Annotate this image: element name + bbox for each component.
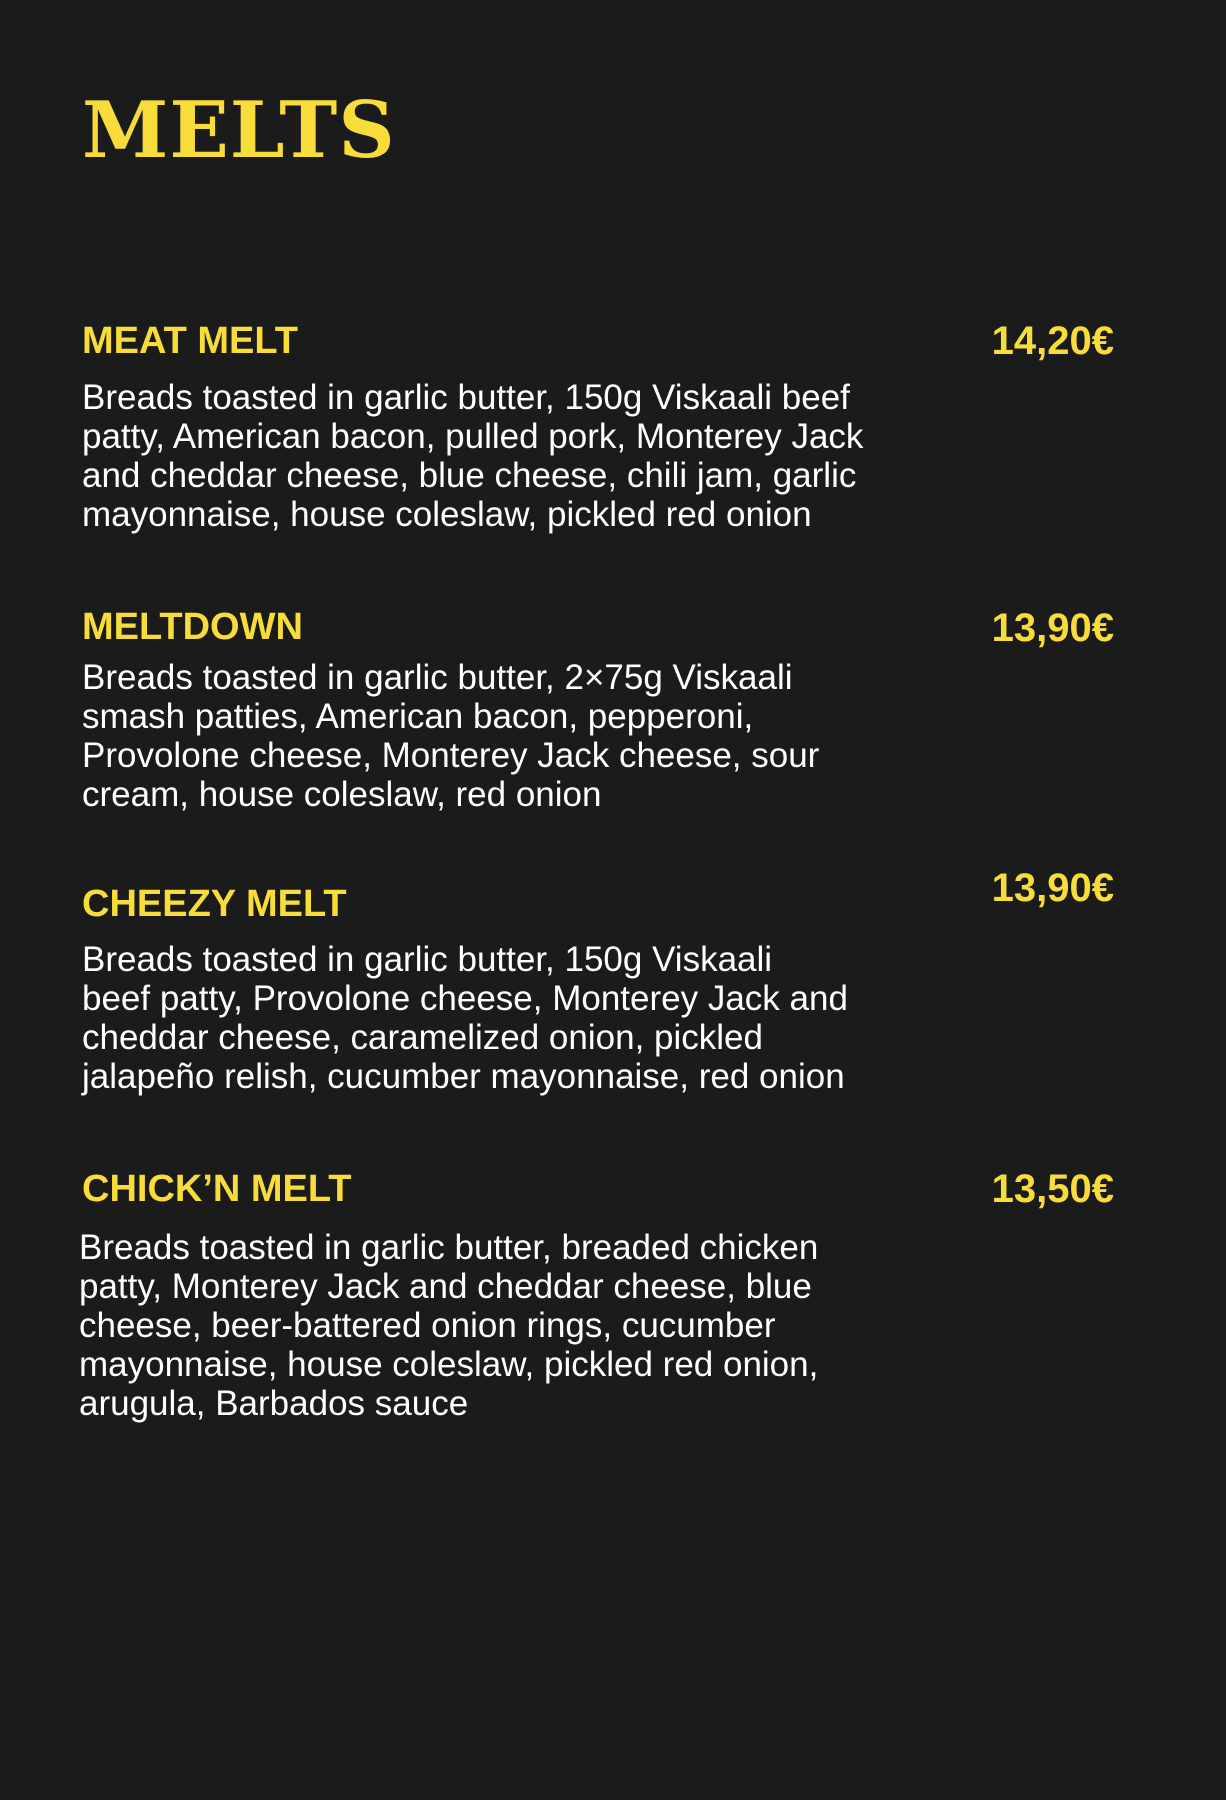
description-line: cheddar cheese, caramelized onion, pickled — [82, 1018, 763, 1057]
description-line: beef patty, Provolone cheese, Monterey Jack and — [82, 979, 848, 1018]
description-line: Breads toasted in garlic butter, 2×75g Viskaali — [82, 658, 793, 697]
description-line: arugula, Barbados sauce — [79, 1384, 469, 1423]
description-line: Breads toasted in garlic butter, 150g Viskaali — [82, 940, 773, 979]
item-name: CHICK’N MELT — [82, 1168, 352, 1210]
description-line: patty, Monterey Jack and cheddar cheese, blue — [79, 1267, 812, 1306]
description-line: jalapeño relish, cucumber mayonnaise, red onion — [82, 1057, 845, 1096]
item-name: MEAT MELT — [82, 320, 298, 362]
description-line: Breads toasted in garlic butter, breaded chicken — [79, 1228, 819, 1267]
description-line: and cheddar cheese, blue cheese, chili jam, garlic — [82, 456, 857, 495]
item-name: CHEEZY MELT — [82, 883, 347, 925]
description-line: cheese, beer-battered onion rings, cucumber — [79, 1306, 776, 1345]
item-description — [82, 940, 1002, 1096]
description-line: smash patties, American bacon, pepperoni, — [82, 697, 754, 736]
item-price: 14,20€ — [991, 319, 1114, 363]
description-line: mayonnaise, house coleslaw, pickled red onion — [82, 495, 812, 534]
item-description — [82, 378, 1002, 534]
description-line: patty, American bacon, pulled pork, Monterey Jack — [82, 417, 864, 456]
description-line: mayonnaise, house coleslaw, pickled red onion, — [79, 1345, 819, 1384]
section-title: MELTS — [82, 85, 396, 176]
item-price: 13,50€ — [991, 1167, 1114, 1211]
item-description — [79, 1228, 999, 1423]
item-name: MELTDOWN — [82, 606, 303, 648]
description-line: Breads toasted in garlic butter, 150g Viskaali beef — [82, 378, 850, 417]
description-line: cream, house coleslaw, red onion — [82, 775, 602, 814]
item-price: 13,90€ — [991, 866, 1114, 910]
description-line: Provolone cheese, Monterey Jack cheese, sour — [82, 736, 820, 775]
item-description — [82, 658, 1002, 814]
item-price: 13,90€ — [991, 606, 1114, 650]
